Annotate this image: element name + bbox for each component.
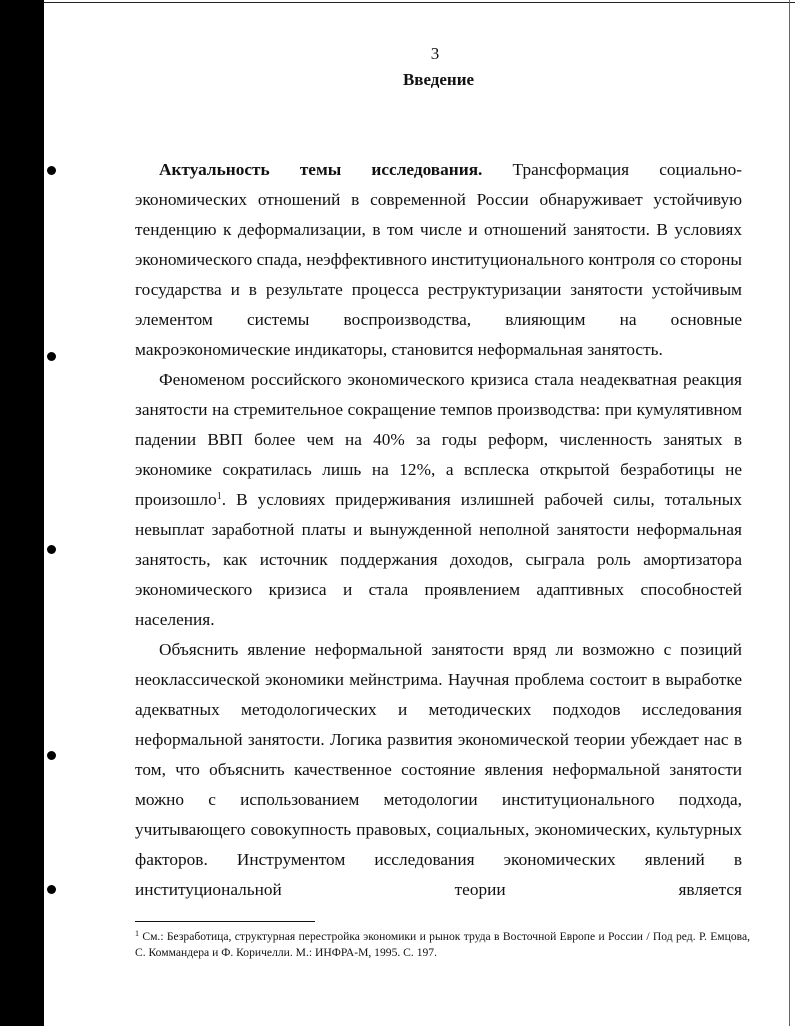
page-title: Введение [402,70,475,89]
scan-top-edge [44,2,795,3]
paragraph-text: Объяснить явление неформальной занятости вряд ли возможно с позиций неоклассической экономики мейнстрима. Научная проблема состоит в выработке адекватных методологических и методических подходов исследования неформальной занятости. Логика развития экономической теории убеждает нас в том, что объяснить качественное состояние явления неформальной занятости можно с использованием методологии институционального подхода, учитывающего совокупность правовых, социальных, экономических, культурных факторов. Инструментом исследования экономических явлений в институциональной теории является [135,640,742,899]
paragraph-text: . В условиях придерживания излишней рабочей силы, тотальных невыплат заработной платы и вынужденной неполной занятости неформальная занятость, как источник поддержания доходов, сыграла роль амортизатора экономического кризиса и стала проявлением адаптивных способностей населения. [135,490,742,629]
paragraph-text: Трансформация социально-экономических отношений в современной России обнаруживает устойчивую тенденцию к деформализации, в том числе и отношений занятости. В условиях экономического спада, неэффективного институционального контроля со стороны государства и в результате процесса реструктуризации занятости устойчивым элементом системы воспроизводства, влияющим на основные макроэкономические индикаторы, становится неформальная занятость. [135,160,743,359]
page-number: 3 [430,44,440,63]
footnote-reference: 1 [216,491,222,502]
footnote-marker: 1 [135,929,139,938]
binding-hole-mark [47,885,56,894]
paragraph-text: Феноменом российского экономического кризиса стала неадекватная реакция занятости на стремительное сокращение темпов производства: при кумулятивном падении ВВП более чем на 40% за годы реформ, численность занятых в экономике сократилась лишь на 12%, а всплеска открытой безработицы не произошло [135,370,742,509]
binding-hole-mark [47,166,56,175]
footnote-text: См.: Безработица, структурная перестройка экономики и рынок труда в Восточной Европе и России / Под ред. Р. Емцова, С. Коммандера и Ф. Коричелли. М.: ИНФРА-М, 1995. С. 197. [135,930,750,959]
footnote [135,929,750,961]
paragraph-relevance [135,155,742,365]
paragraph-lead: Актуальность темы исследования. [159,160,483,179]
binding-hole-mark [47,352,56,361]
binding-hole-mark [47,751,56,760]
footnote-divider [135,921,315,922]
paragraph-problem [135,635,742,905]
body-text [135,155,742,905]
scan-left-edge [0,0,44,1026]
scan-right-edge [789,0,790,1026]
binding-hole-mark [47,545,56,554]
paragraph-crisis [135,365,742,635]
